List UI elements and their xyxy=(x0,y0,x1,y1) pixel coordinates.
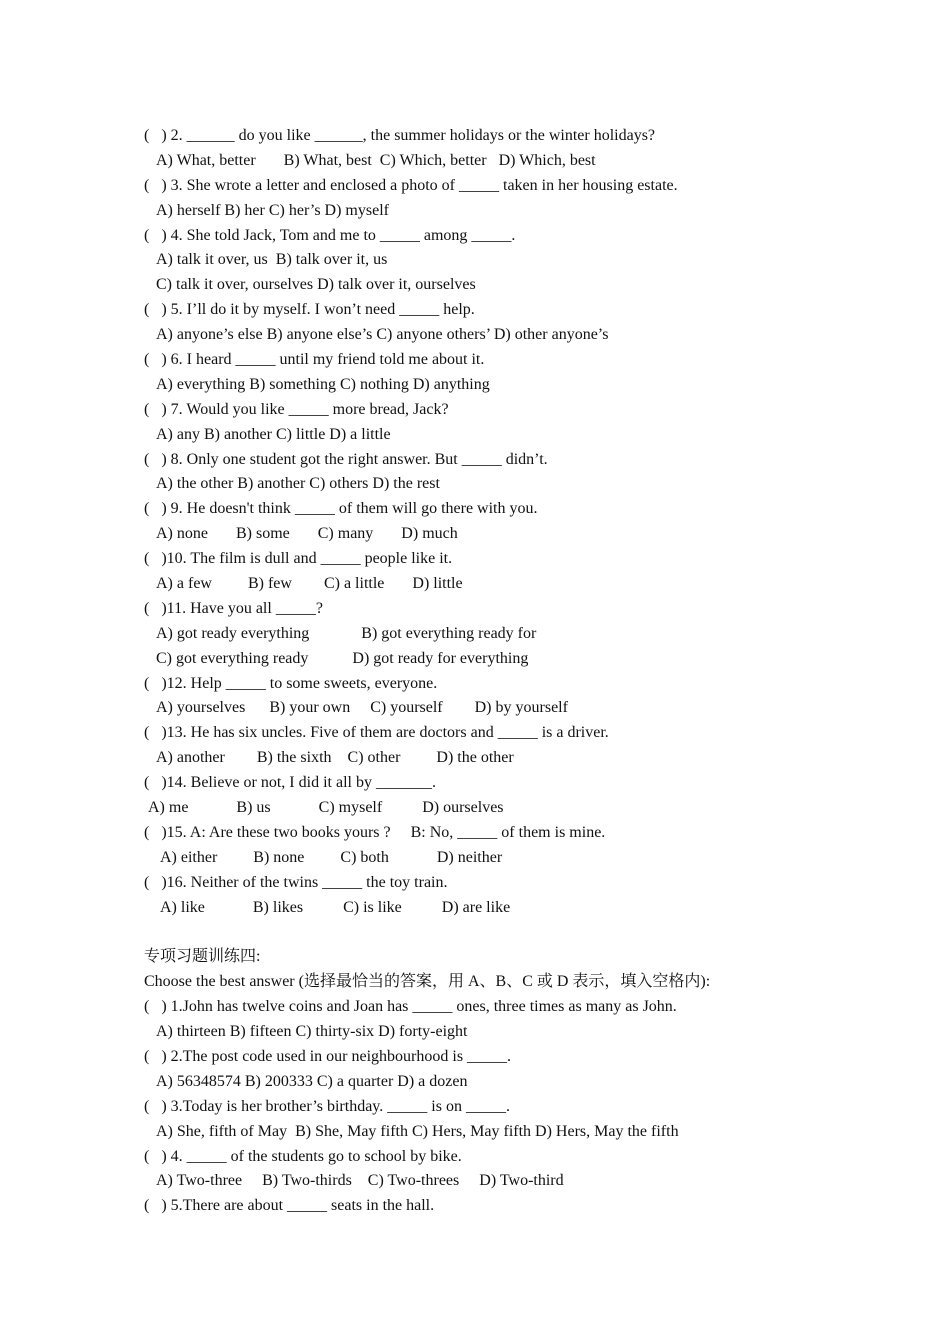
question-16: ( )16. Neither of the twins _____ the toy train. xyxy=(144,873,448,891)
question-15: ( )15. A: Are these two books yours ? B: No, _____ of them is mine. xyxy=(144,823,606,841)
question-6: ( ) 6. I heard _____ until my friend told me about it. xyxy=(144,351,485,369)
s4-question-4: ( ) 4. _____ of the students go to school by bike. xyxy=(144,1147,462,1165)
options-2: A) What, better B) What, best C) Which, better D) Which, best xyxy=(156,151,596,169)
s4-options-1: A) thirteen B) fifteen C) thirty-six D) forty-eight xyxy=(156,1023,468,1041)
options-7: A) any B) another C) little D) a little xyxy=(156,425,391,443)
options-9: A) none B) some C) many D) much xyxy=(156,525,458,543)
options-4-a: A) talk it over, us B) talk over it, us xyxy=(156,251,388,269)
question-14: ( )14. Believe or not, I did it all by _______. xyxy=(144,774,436,792)
options-3: A) herself B) her C) her’s D) myself xyxy=(156,201,389,219)
options-8: A) the other B) another C) others D) the rest xyxy=(156,475,440,493)
question-10: ( )10. The film is dull and _____ people like it. xyxy=(144,550,453,568)
spacer xyxy=(144,921,844,946)
s4-question-2: ( ) 2.The post code used in our neighbourhood is _____. xyxy=(144,1047,512,1065)
question-7: ( ) 7. Would you like _____ more bread, Jack? xyxy=(144,400,449,418)
s4-question-5: ( ) 5.There are about _____ seats in the hall. xyxy=(144,1197,435,1215)
options-12: A) yourselves B) your own C) yourself D) by yourself xyxy=(156,699,568,717)
question-12: ( )12. Help _____ to some sweets, everyone. xyxy=(144,674,438,692)
options-14: A) me B) us C) myself D) ourselves xyxy=(148,799,504,817)
s4-options-4: A) Two-three B) Two-thirds C) Two-threes D) Two-third xyxy=(156,1172,564,1190)
question-9: ( ) 9. He doesn't think _____ of them will go there with you. xyxy=(144,500,538,518)
question-5: ( ) 5. I’ll do it by myself. I won’t need _____ help. xyxy=(144,301,475,319)
question-4: ( ) 4. She told Jack, Tom and me to _____ among _____. xyxy=(144,226,516,244)
options-11-a: A) got ready everything B) got everything ready for xyxy=(156,624,537,642)
options-11-b: C) got everything ready D) got ready for everything xyxy=(156,649,529,667)
question-8: ( ) 8. Only one student got the right answer. But _____ didn’t. xyxy=(144,450,548,468)
question-3: ( ) 3. She wrote a letter and enclosed a photo of _____ taken in her housing estate. xyxy=(144,176,678,194)
options-5: A) anyone’s else B) anyone else’s C) anyone others’ D) other anyone’s xyxy=(156,326,609,344)
question-2: ( ) 2. ______ do you like ______, the summer holidays or the winter holidays? xyxy=(144,127,656,144)
options-10: A) a few B) few C) a little D) little xyxy=(156,575,463,593)
question-13: ( )13. He has six uncles. Five of them are doctors and _____ is a driver. xyxy=(144,724,609,742)
options-16: A) like B) likes C) is like D) are like xyxy=(160,898,511,916)
s4-options-2: A) 56348574 B) 200333 C) a quarter D) a dozen xyxy=(156,1072,468,1090)
options-15: A) either B) none C) both D) neither xyxy=(160,848,503,866)
exercise-content xyxy=(144,124,844,1219)
section-instruction: Choose the best answer (选择最恰当的答案，用 A、B、C 或 D 表示，填入空格内): xyxy=(144,973,711,991)
options-6: A) everything B) something C) nothing D) anything xyxy=(156,375,490,393)
s4-question-3: ( ) 3.Today is her brother’s birthday. _____ is on _____. xyxy=(144,1097,510,1115)
options-4-b: C) talk it over, ourselves D) talk over it, ourselves xyxy=(156,276,476,294)
s4-options-3: A) She, fifth of May B) She, May fifth C) Hers, May fifth D) Hers, May the fifth xyxy=(156,1122,679,1140)
section-title: 专项习题训练四: xyxy=(144,948,261,966)
options-13: A) another B) the sixth C) other D) the other xyxy=(156,749,514,767)
question-11: ( )11. Have you all _____? xyxy=(144,599,323,617)
s4-question-1: ( ) 1.John has twelve coins and Joan has _____ ones, three times as many as John. xyxy=(144,998,677,1016)
